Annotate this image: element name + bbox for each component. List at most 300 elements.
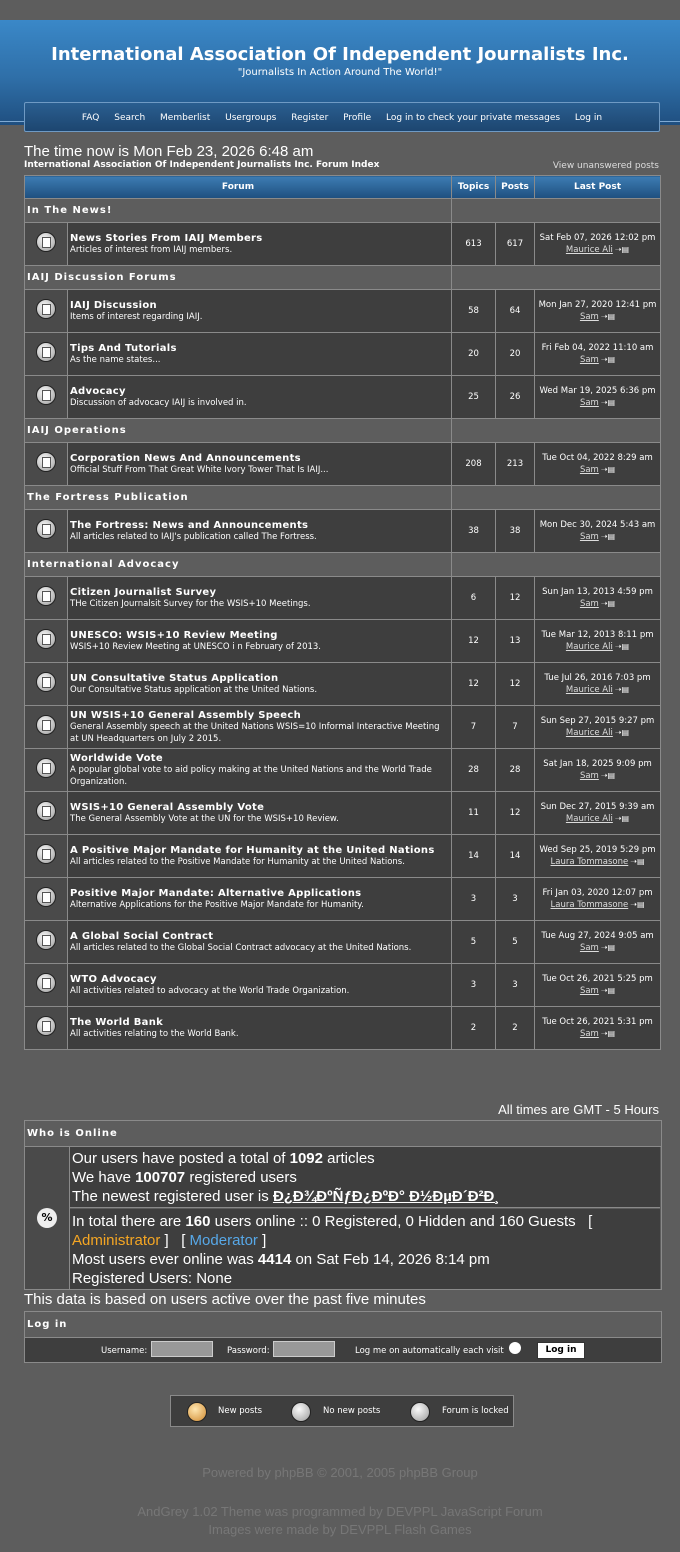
forum-info xyxy=(68,835,452,878)
forum-row xyxy=(25,749,661,792)
online-count: 160 xyxy=(185,1213,211,1230)
forum-status-cell xyxy=(25,663,68,706)
newest-user-line xyxy=(72,1187,660,1206)
login-title[interactable]: Log in xyxy=(25,1312,661,1338)
forum-title-link[interactable]: WSIS+10 General Assembly Vote xyxy=(70,801,265,813)
forum-title-link[interactable]: UNESCO: WSIS+10 Review Meeting xyxy=(70,629,278,641)
no-new-posts-icon xyxy=(36,758,56,778)
administrator-legend: Administrator xyxy=(72,1232,161,1249)
view-latest-post-icon[interactable]: ➝▤ xyxy=(630,857,645,866)
login-form xyxy=(25,1338,661,1362)
last-post-author[interactable]: Sam xyxy=(579,398,599,408)
category-spacer xyxy=(452,199,661,223)
login-button[interactable]: Log in xyxy=(537,1342,585,1359)
no-new-posts-icon xyxy=(36,519,56,539)
forum-topics-count: 14 xyxy=(452,835,496,878)
forum-topics-count: 6 xyxy=(452,577,496,620)
nav-register[interactable]: Register xyxy=(291,113,329,123)
stat-text: Our users have posted a total of xyxy=(72,1150,290,1167)
last-post-author[interactable]: Sam xyxy=(579,355,599,365)
forum-status-cell xyxy=(25,443,68,486)
top-strip xyxy=(0,0,680,20)
forum-posts-count: 26 xyxy=(496,376,535,419)
forum-info xyxy=(68,577,452,620)
forum-table xyxy=(24,175,661,1050)
view-latest-post-icon[interactable]: ➝▤ xyxy=(600,465,616,474)
forum-info xyxy=(68,510,452,553)
forum-description: The General Assembly Vote at the UN for the WSIS+10 Review. xyxy=(70,813,339,824)
last-post-author[interactable]: Laura Tommasone xyxy=(550,857,629,867)
category-row xyxy=(25,553,661,577)
forum-last-post xyxy=(535,333,661,376)
last-post-date: Tue Oct 04, 2022 8:29 am xyxy=(542,453,653,463)
forum-status-cell xyxy=(25,921,68,964)
category-title[interactable]: The Fortress Publication xyxy=(25,486,452,510)
forum-last-post xyxy=(535,878,661,921)
category-row xyxy=(25,419,661,443)
forum-topics-count: 58 xyxy=(452,290,496,333)
last-post-author[interactable]: Sam xyxy=(579,532,599,542)
forum-row xyxy=(25,1007,661,1050)
last-post-meta xyxy=(535,813,660,825)
forum-description: WSIS+10 Review Meeting at UNESCO i n February of 2013. xyxy=(70,641,322,652)
last-post-author[interactable]: Sam xyxy=(579,312,599,322)
forum-info xyxy=(68,223,452,266)
last-post-meta xyxy=(535,354,660,366)
last-post-author[interactable]: Sam xyxy=(579,1029,599,1039)
forum-last-post xyxy=(535,964,661,1007)
forum-description: THe Citizen Journalsit Survey for the WSIS+10 Meetings. xyxy=(70,598,311,609)
forum-posts-count: 617 xyxy=(496,223,535,266)
registered-users-line xyxy=(72,1168,660,1187)
forum-description: All articles related to the Positive Mandate for Humanity at the United Nations. xyxy=(70,856,405,867)
forum-posts-count: 64 xyxy=(496,290,535,333)
forum-info xyxy=(68,1007,452,1050)
site-header xyxy=(0,20,680,125)
last-post-meta xyxy=(535,727,660,739)
last-post-meta xyxy=(535,1028,660,1040)
forum-row xyxy=(25,878,661,921)
nav-bar xyxy=(24,102,660,132)
category-spacer xyxy=(452,419,661,443)
forum-last-post xyxy=(535,1007,661,1050)
forum-info xyxy=(68,663,452,706)
view-latest-post-icon[interactable]: ➝▤ xyxy=(600,312,616,321)
forum-topics-count: 12 xyxy=(452,663,496,706)
view-latest-post-icon[interactable]: ➝▤ xyxy=(614,814,630,823)
view-latest-post-icon[interactable]: ➝▤ xyxy=(614,728,630,737)
username-input[interactable] xyxy=(151,1341,213,1357)
last-post-date: Sat Feb 07, 2026 12:02 pm xyxy=(539,233,656,243)
nav-links xyxy=(25,113,659,123)
forum-title-link[interactable]: The World Bank xyxy=(70,1016,164,1028)
online-users xyxy=(70,1209,660,1289)
no-new-posts-icon xyxy=(36,629,56,649)
forum-posts-count: 13 xyxy=(496,620,535,663)
forum-topics-count: 5 xyxy=(452,921,496,964)
forum-topics-count: 3 xyxy=(452,964,496,1007)
last-post-meta xyxy=(535,641,660,653)
forum-title-link[interactable]: The Fortress: News and Announcements xyxy=(70,519,309,531)
forum-posts-count: 3 xyxy=(496,878,535,921)
forum-row xyxy=(25,921,661,964)
nav-search[interactable]: Search xyxy=(114,113,146,123)
forum-last-post xyxy=(535,290,661,333)
forum-topics-count: 25 xyxy=(452,376,496,419)
forum-last-post xyxy=(535,921,661,964)
category-spacer xyxy=(452,486,661,510)
no-new-posts-icon xyxy=(36,452,56,472)
view-latest-post-icon[interactable]: ➝▤ xyxy=(614,245,630,254)
category-row xyxy=(25,199,661,223)
legend-no-new-posts: No new posts xyxy=(323,1406,381,1416)
forum-row xyxy=(25,835,661,878)
forum-status-cell xyxy=(25,1007,68,1050)
forum-status-cell xyxy=(25,835,68,878)
forum-posts-count: 38 xyxy=(496,510,535,553)
stat-text: We have xyxy=(72,1169,136,1186)
forum-info xyxy=(68,290,452,333)
forum-description: All articles related to IAIJ's publication called The Fortress. xyxy=(70,531,317,542)
last-post-date: Sun Jan 13, 2013 4:59 pm xyxy=(542,587,653,597)
forum-posts-count: 213 xyxy=(496,443,535,486)
stat-text: In total there are xyxy=(72,1213,186,1230)
view-latest-post-icon[interactable]: ➝▤ xyxy=(614,685,630,694)
last-post-author[interactable]: Sam xyxy=(579,771,599,781)
forum-description: Discussion of advocacy IAIJ is involved in. xyxy=(70,397,247,408)
stat-text: The newest registered user is xyxy=(72,1188,273,1205)
forum-status-cell xyxy=(25,223,68,266)
nav-private-messages[interactable]: Log in to check your private messages xyxy=(386,113,561,123)
forum-posts-count: 28 xyxy=(496,749,535,792)
last-post-author[interactable]: Maurice Ali xyxy=(565,245,613,255)
last-post-date: Tue Aug 27, 2024 9:05 am xyxy=(541,931,654,941)
username-label: Username: xyxy=(101,1346,148,1356)
category-row xyxy=(25,486,661,510)
view-latest-post-icon[interactable]: ➝▤ xyxy=(614,642,630,651)
forum-last-post xyxy=(535,577,661,620)
forum-row xyxy=(25,663,661,706)
total-articles-line xyxy=(72,1149,660,1168)
forum-row xyxy=(25,620,661,663)
forum-list xyxy=(25,199,661,1050)
site-tagline: "Journalists In Action Around The World!" xyxy=(237,67,443,78)
category-title[interactable]: IAIJ Discussion Forums xyxy=(25,266,452,290)
forum-posts-count: 12 xyxy=(496,792,535,835)
legend-new-posts: New posts xyxy=(218,1406,263,1416)
online-count-line: In total there are 160 users online :: 0 Registered, 0 Hidden and 160 Guests [ Administrator ] [ Moderator ] xyxy=(72,1213,593,1249)
no-new-posts-icon xyxy=(36,385,56,405)
who-is-online-body xyxy=(25,1147,661,1289)
forum-row xyxy=(25,443,661,486)
last-post-author[interactable]: Sam xyxy=(579,943,599,953)
no-new-posts-icon xyxy=(36,586,56,606)
forum-description: All articles related to the Global Social Contract advocacy at the United Nations. xyxy=(70,942,412,953)
stat-text: users online :: 0 Registered, 0 Hidden and 160 Guests xyxy=(210,1213,576,1230)
category-spacer xyxy=(452,553,661,577)
nav-login[interactable]: Log in xyxy=(574,113,603,123)
forum-row xyxy=(25,792,661,835)
forum-status-cell xyxy=(25,706,68,749)
forum-title-link[interactable]: Corporation News And Announcements xyxy=(70,452,301,464)
forum-row xyxy=(25,290,661,333)
last-post-meta xyxy=(535,397,660,409)
nav-memberlist[interactable]: Memberlist xyxy=(160,113,211,123)
forum-row xyxy=(25,376,661,419)
forum-topics-count: 613 xyxy=(452,223,496,266)
forum-info xyxy=(68,706,452,749)
who-is-online-icon-cell xyxy=(25,1147,70,1289)
forum-posts-count: 7 xyxy=(496,706,535,749)
legend-forum-locked: Forum is locked xyxy=(442,1406,509,1416)
forum-row xyxy=(25,706,661,749)
forum-info xyxy=(68,964,452,1007)
forum-info xyxy=(68,333,452,376)
forum-topics-count: 3 xyxy=(452,878,496,921)
view-latest-post-icon[interactable]: ➝▤ xyxy=(600,943,616,952)
last-post-author[interactable]: Sam xyxy=(579,986,599,996)
newest-user-link[interactable]: Ð¿Ð¾ÐºÑƒÐ¿ÐºÐ° Ð½ÐµÐ´Ð²Ð¸ xyxy=(272,1188,500,1205)
last-post-date: Wed Mar 19, 2025 6:36 pm xyxy=(539,386,656,396)
col-forum: Forum xyxy=(25,176,452,199)
forum-posts-count: 20 xyxy=(496,333,535,376)
last-post-date: Tue Oct 26, 2021 5:31 pm xyxy=(542,1017,653,1027)
last-post-author[interactable]: Maurice Ali xyxy=(565,814,613,824)
theme-credit[interactable]: AndGrey 1.02 Theme was programmed by DEVPPL JavaScript Forum xyxy=(137,1504,543,1519)
forum-status-cell xyxy=(25,577,68,620)
forum-posts-count: 3 xyxy=(496,964,535,1007)
last-post-date: Mon Jan 27, 2020 12:41 pm xyxy=(538,300,657,310)
forum-topics-count: 11 xyxy=(452,792,496,835)
autologin-label: Log me on automatically each visit xyxy=(355,1346,504,1356)
forum-status-cell xyxy=(25,878,68,921)
stat-text: registered users xyxy=(185,1169,297,1186)
forum-info xyxy=(68,878,452,921)
category-spacer xyxy=(452,266,661,290)
forum-description: Articles of interest from IAIJ members. xyxy=(70,244,233,255)
no-new-posts-icon xyxy=(36,299,56,319)
total-articles: 1092 xyxy=(289,1150,323,1167)
forum-title-link[interactable]: UN Consultative Status Application xyxy=(70,672,279,684)
login-panel xyxy=(24,1311,662,1363)
forum-title-link[interactable]: Advocacy xyxy=(70,385,126,397)
last-post-meta xyxy=(535,244,660,256)
forum-title-link[interactable]: Citizen Journalist Survey xyxy=(70,586,217,598)
table-header-row xyxy=(25,176,661,199)
forum-info xyxy=(68,921,452,964)
unanswered-posts-link[interactable]: View unanswered posts xyxy=(552,161,659,171)
last-post-date: Fri Feb 04, 2022 11:10 am xyxy=(541,343,654,353)
last-post-date: Fri Jan 03, 2020 12:07 pm xyxy=(542,888,653,898)
no-new-posts-icon xyxy=(36,930,56,950)
last-post-author[interactable]: Sam xyxy=(579,599,599,609)
forum-last-post xyxy=(535,443,661,486)
nav-usergroups[interactable]: Usergroups xyxy=(225,113,277,123)
view-latest-post-icon[interactable]: ➝▤ xyxy=(600,355,616,364)
forum-posts-count: 14 xyxy=(496,835,535,878)
forum-status-cell xyxy=(25,749,68,792)
stat-text: Most users ever online was xyxy=(72,1251,258,1268)
forum-row xyxy=(25,510,661,553)
no-new-posts-icon xyxy=(291,1402,311,1422)
forum-topics-count: 12 xyxy=(452,620,496,663)
who-is-online-panel xyxy=(24,1120,662,1290)
forum-status-cell xyxy=(25,792,68,835)
forum-title-link[interactable]: UN WSIS+10 General Assembly Speech xyxy=(70,709,301,721)
forum-title-link[interactable]: Positive Major Mandate: Alternative Applications xyxy=(70,887,362,899)
view-latest-post-icon[interactable]: ➝▤ xyxy=(600,771,616,780)
images-credit[interactable]: Images were made by DEVPPL Flash Games xyxy=(208,1522,472,1537)
registered-users-online: Registered Users: None xyxy=(72,1270,233,1287)
last-post-meta xyxy=(535,464,660,476)
new-posts-icon xyxy=(187,1402,207,1422)
forum-description: All activities related to advocacy at the World Trade Organization. xyxy=(70,985,350,996)
forum-status-cell xyxy=(25,333,68,376)
col-topics: Topics xyxy=(452,176,496,199)
forum-topics-count: 20 xyxy=(452,333,496,376)
last-post-meta xyxy=(535,684,660,696)
last-post-date: Mon Dec 30, 2024 5:43 am xyxy=(539,520,656,530)
forum-status-cell xyxy=(25,510,68,553)
no-new-posts-icon xyxy=(36,672,56,692)
most-online-line xyxy=(72,1250,660,1269)
forum-posts-count: 2 xyxy=(496,1007,535,1050)
stat-text: articles xyxy=(323,1150,375,1167)
icon-legend xyxy=(170,1395,514,1427)
nav-profile[interactable]: Profile xyxy=(343,113,372,123)
no-new-posts-icon xyxy=(36,887,56,907)
last-post-date: Sun Dec 27, 2015 9:39 am xyxy=(540,802,655,812)
forum-last-post xyxy=(535,706,661,749)
online-data-note: This data is based on users active over the past five minutes xyxy=(24,1291,426,1308)
forum-title-link[interactable]: A Global Social Contract xyxy=(70,930,214,942)
forum-info xyxy=(68,620,452,663)
forum-status-cell xyxy=(25,290,68,333)
forum-last-post xyxy=(535,749,661,792)
forum-title-link[interactable]: News Stories From IAIJ Members xyxy=(70,232,263,244)
forum-stats xyxy=(70,1147,660,1208)
col-last-post: Last Post xyxy=(535,176,661,199)
forum-description: Our Consultative Status application at the United Nations. xyxy=(70,684,318,695)
forum-last-post xyxy=(535,663,661,706)
forum-last-post xyxy=(535,510,661,553)
site-title[interactable]: International Association Of Independent Journalists Inc. xyxy=(51,44,629,65)
col-posts: Posts xyxy=(496,176,535,199)
no-new-posts-icon xyxy=(36,1016,56,1036)
view-latest-post-icon[interactable]: ➝▤ xyxy=(600,599,616,608)
last-post-meta xyxy=(535,598,660,610)
last-post-meta xyxy=(535,899,660,911)
last-post-date: Sun Sep 27, 2015 9:27 pm xyxy=(540,716,655,726)
no-new-posts-icon xyxy=(36,342,56,362)
forum-topics-count: 28 xyxy=(452,749,496,792)
autologin-checkbox[interactable] xyxy=(509,1342,521,1354)
forum-row xyxy=(25,964,661,1007)
forum-description: Alternative Applications for the Positive Major Mandate for Humanity. xyxy=(70,899,364,910)
last-post-meta xyxy=(535,531,660,543)
last-post-meta xyxy=(535,311,660,323)
forum-title-link[interactable]: Tips And Tutorials xyxy=(70,342,177,354)
last-post-author[interactable]: Sam xyxy=(579,465,599,475)
most-online-count: 4414 xyxy=(257,1251,292,1268)
forum-info xyxy=(68,749,452,792)
forum-description: As the name states... xyxy=(70,354,161,365)
forum-info xyxy=(68,443,452,486)
last-post-author[interactable]: Maurice Ali xyxy=(565,728,613,738)
forum-description: Official Stuff From That Great White Ivory Tower That Is IAIJ... xyxy=(70,464,329,475)
forum-locked-icon xyxy=(410,1402,430,1422)
view-latest-post-icon[interactable]: ➝▤ xyxy=(600,398,616,407)
password-input[interactable] xyxy=(273,1341,335,1357)
breadcrumb[interactable]: International Association Of Independent Journalists Inc. Forum Index xyxy=(24,160,380,170)
view-latest-post-icon[interactable]: ➝▤ xyxy=(600,532,616,541)
forum-status-cell xyxy=(25,964,68,1007)
forum-last-post xyxy=(535,835,661,878)
forum-last-post xyxy=(535,376,661,419)
forum-status-cell xyxy=(25,620,68,663)
forum-last-post xyxy=(535,792,661,835)
view-latest-post-icon[interactable]: ➝▤ xyxy=(600,986,616,995)
category-title[interactable]: IAIJ Operations xyxy=(25,419,452,443)
forum-description: A popular global vote to aid policy making at the United Nations and the World Trade Organization. xyxy=(70,764,432,787)
powered-by[interactable]: Powered by phpBB © 2001, 2005 phpBB Group xyxy=(202,1465,478,1480)
category-title[interactable]: International Advocacy xyxy=(25,553,452,577)
no-new-posts-icon xyxy=(36,801,56,821)
forum-topics-count: 208 xyxy=(452,443,496,486)
last-post-meta xyxy=(535,770,660,782)
no-new-posts-icon xyxy=(36,232,56,252)
last-post-meta xyxy=(535,985,660,997)
category-row xyxy=(25,266,661,290)
forum-row xyxy=(25,333,661,376)
last-post-date: Tue Oct 26, 2021 5:25 pm xyxy=(542,974,653,984)
category-title[interactable]: In The News! xyxy=(25,199,452,223)
forum-last-post xyxy=(535,223,661,266)
forum-posts-count: 12 xyxy=(496,663,535,706)
last-post-author[interactable]: Maurice Ali xyxy=(565,642,613,652)
last-post-author[interactable]: Maurice Ali xyxy=(565,685,613,695)
no-new-posts-icon xyxy=(36,844,56,864)
last-post-meta xyxy=(535,856,660,868)
stat-text: on Sat Feb 14, 2026 8:14 pm xyxy=(291,1251,490,1268)
current-time: The time now is Mon Feb 23, 2026 6:48 am xyxy=(24,143,314,160)
forum-last-post xyxy=(535,620,661,663)
timezone-note: All times are GMT - 5 Hours xyxy=(498,1102,659,1117)
view-latest-post-icon[interactable]: ➝▤ xyxy=(630,900,645,909)
no-new-posts-icon xyxy=(36,973,56,993)
view-latest-post-icon[interactable]: ➝▤ xyxy=(600,1029,616,1038)
forum-title-link[interactable]: Worldwide Vote xyxy=(70,752,163,764)
last-post-date: Tue Jul 26, 2016 7:03 pm xyxy=(544,673,651,683)
no-new-posts-icon xyxy=(36,715,56,735)
forum-title-link[interactable]: IAIJ Discussion xyxy=(70,299,157,311)
forum-topics-count: 2 xyxy=(452,1007,496,1050)
forum-posts-count: 12 xyxy=(496,577,535,620)
moderator-legend: Moderator xyxy=(189,1232,258,1249)
forum-description: General Assembly speech at the United Nations WSIS=10 Informal Interactive Meeting at UN Headquarters on July 2 2015. xyxy=(70,721,440,744)
who-is-online-title[interactable]: Who is Online xyxy=(25,1121,661,1147)
registered-users-count: 100707 xyxy=(135,1169,186,1186)
last-post-meta xyxy=(535,942,660,954)
last-post-author[interactable]: Laura Tommasone xyxy=(550,900,629,910)
forum-title-link[interactable]: A Positive Major Mandate for Humanity at the United Nations xyxy=(70,844,435,856)
forum-title-link[interactable]: WTO Advocacy xyxy=(70,973,157,985)
theme-credits xyxy=(0,1503,680,1539)
nav-faq[interactable]: FAQ xyxy=(81,113,100,123)
last-post-date: Wed Sep 25, 2019 5:29 pm xyxy=(539,845,656,855)
forum-status-cell xyxy=(25,376,68,419)
users-online-icon: % xyxy=(37,1208,57,1228)
